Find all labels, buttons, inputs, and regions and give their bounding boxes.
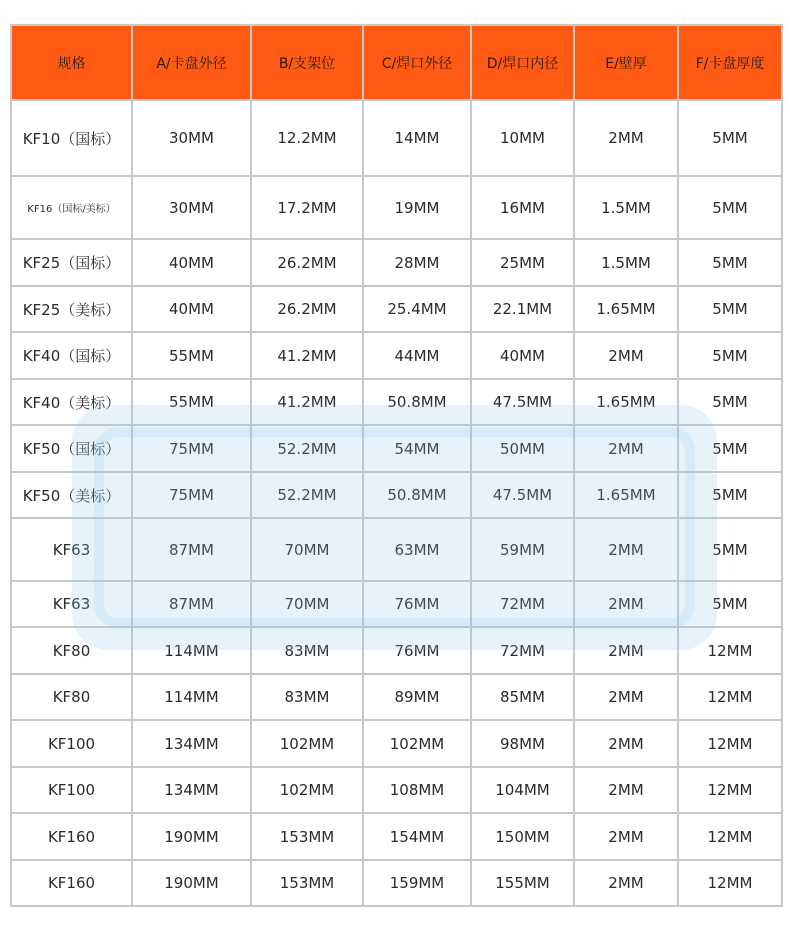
table-row [11, 379, 782, 425]
table-row [11, 286, 782, 332]
cell-c: 54MM [363, 425, 471, 472]
cell-e: 2MM [574, 581, 678, 627]
cell-c: 76MM [363, 627, 471, 674]
cell-d: 47.5MM [471, 472, 574, 518]
header-b-bracket: B/支架位 [251, 25, 363, 100]
cell-spec: KF160 [11, 813, 132, 860]
cell-f: 5MM [678, 286, 782, 332]
cell-b: 70MM [251, 581, 363, 627]
cell-spec: KF16（国标/美标） [11, 176, 132, 239]
cell-f: 12MM [678, 860, 782, 906]
cell-c: 154MM [363, 813, 471, 860]
cell-f: 5MM [678, 581, 782, 627]
cell-d: 40MM [471, 332, 574, 379]
cell-spec: KF50（国标） [11, 425, 132, 472]
table-row [11, 425, 782, 472]
cell-e: 2MM [574, 100, 678, 176]
cell-a: 190MM [132, 813, 251, 860]
cell-spec: KF100 [11, 720, 132, 767]
cell-e: 2MM [574, 767, 678, 813]
cell-e: 2MM [574, 425, 678, 472]
cell-b: 83MM [251, 627, 363, 674]
cell-spec: KF63 [11, 581, 132, 627]
cell-f: 5MM [678, 518, 782, 581]
cell-b: 102MM [251, 720, 363, 767]
table-row [11, 674, 782, 720]
cell-c: 63MM [363, 518, 471, 581]
cell-f: 5MM [678, 332, 782, 379]
cell-spec: KF10（国标） [11, 100, 132, 176]
cell-spec: KF50（美标） [11, 472, 132, 518]
cell-spec: KF100 [11, 767, 132, 813]
cell-d: 98MM [471, 720, 574, 767]
cell-e: 2MM [574, 518, 678, 581]
cell-c: 19MM [363, 176, 471, 239]
table-row [11, 332, 782, 379]
cell-f: 5MM [678, 100, 782, 176]
cell-c: 14MM [363, 100, 471, 176]
cell-c: 44MM [363, 332, 471, 379]
cell-f: 12MM [678, 767, 782, 813]
cell-c: 159MM [363, 860, 471, 906]
cell-b: 41.2MM [251, 332, 363, 379]
cell-spec: KF25（国标） [11, 239, 132, 286]
cell-f: 5MM [678, 472, 782, 518]
cell-d: 22.1MM [471, 286, 574, 332]
cell-b: 153MM [251, 860, 363, 906]
cell-a: 30MM [132, 176, 251, 239]
cell-a: 40MM [132, 239, 251, 286]
cell-e: 2MM [574, 674, 678, 720]
header-c-weld-od: C/焊口外径 [363, 25, 471, 100]
cell-a: 30MM [132, 100, 251, 176]
cell-d: 72MM [471, 581, 574, 627]
cell-b: 70MM [251, 518, 363, 581]
cell-d: 25MM [471, 239, 574, 286]
cell-d: 10MM [471, 100, 574, 176]
cell-c: 108MM [363, 767, 471, 813]
cell-spec: KF80 [11, 674, 132, 720]
cell-f: 12MM [678, 627, 782, 674]
table-body [11, 100, 782, 906]
table-row [11, 627, 782, 674]
cell-a: 55MM [132, 379, 251, 425]
cell-a: 190MM [132, 860, 251, 906]
cell-b: 26.2MM [251, 286, 363, 332]
cell-b: 153MM [251, 813, 363, 860]
cell-d: 104MM [471, 767, 574, 813]
cell-a: 75MM [132, 425, 251, 472]
cell-c: 76MM [363, 581, 471, 627]
cell-e: 1.65MM [574, 286, 678, 332]
cell-d: 50MM [471, 425, 574, 472]
cell-c: 50.8MM [363, 472, 471, 518]
table-row [11, 581, 782, 627]
cell-d: 59MM [471, 518, 574, 581]
cell-spec: KF40（国标） [11, 332, 132, 379]
cell-b: 52.2MM [251, 472, 363, 518]
cell-a: 87MM [132, 581, 251, 627]
cell-e: 2MM [574, 860, 678, 906]
cell-d: 85MM [471, 674, 574, 720]
cell-e: 1.5MM [574, 239, 678, 286]
cell-d: 72MM [471, 627, 574, 674]
table-row [11, 720, 782, 767]
cell-e: 1.65MM [574, 472, 678, 518]
cell-a: 114MM [132, 627, 251, 674]
cell-spec: KF25（美标） [11, 286, 132, 332]
cell-spec: KF40（美标） [11, 379, 132, 425]
table-row [11, 100, 782, 176]
cell-b: 102MM [251, 767, 363, 813]
header-f-flange-thickness: F/卡盘厚度 [678, 25, 782, 100]
cell-spec: KF63 [11, 518, 132, 581]
cell-c: 89MM [363, 674, 471, 720]
cell-d: 155MM [471, 860, 574, 906]
header-a-flange-od: A/卡盘外径 [132, 25, 251, 100]
table-row [11, 472, 782, 518]
cell-e: 2MM [574, 720, 678, 767]
cell-d: 150MM [471, 813, 574, 860]
cell-b: 83MM [251, 674, 363, 720]
cell-spec: KF80 [11, 627, 132, 674]
cell-f: 12MM [678, 720, 782, 767]
cell-b: 41.2MM [251, 379, 363, 425]
cell-b: 17.2MM [251, 176, 363, 239]
table-row [11, 518, 782, 581]
header-spec: 规格 [11, 25, 132, 100]
table-row [11, 860, 782, 906]
cell-c: 28MM [363, 239, 471, 286]
cell-b: 26.2MM [251, 239, 363, 286]
cell-c: 50.8MM [363, 379, 471, 425]
cell-a: 134MM [132, 767, 251, 813]
cell-a: 75MM [132, 472, 251, 518]
cell-e: 1.5MM [574, 176, 678, 239]
cell-e: 2MM [574, 332, 678, 379]
cell-b: 12.2MM [251, 100, 363, 176]
cell-a: 134MM [132, 720, 251, 767]
cell-a: 55MM [132, 332, 251, 379]
table-row [11, 767, 782, 813]
cell-d: 16MM [471, 176, 574, 239]
cell-f: 5MM [678, 239, 782, 286]
cell-f: 12MM [678, 813, 782, 860]
header-row [11, 25, 782, 100]
cell-spec: KF160 [11, 860, 132, 906]
cell-e: 1.65MM [574, 379, 678, 425]
cell-d: 47.5MM [471, 379, 574, 425]
cell-f: 5MM [678, 425, 782, 472]
spec-table [10, 24, 783, 907]
cell-b: 52.2MM [251, 425, 363, 472]
cell-a: 114MM [132, 674, 251, 720]
cell-f: 5MM [678, 176, 782, 239]
cell-a: 87MM [132, 518, 251, 581]
header-d-weld-id: D/焊口内径 [471, 25, 574, 100]
table-row [11, 813, 782, 860]
table-row [11, 239, 782, 286]
table-row [11, 176, 782, 239]
cell-e: 2MM [574, 627, 678, 674]
cell-c: 25.4MM [363, 286, 471, 332]
cell-c: 102MM [363, 720, 471, 767]
cell-f: 12MM [678, 674, 782, 720]
cell-f: 5MM [678, 379, 782, 425]
cell-e: 2MM [574, 813, 678, 860]
header-e-wall: E/壁厚 [574, 25, 678, 100]
cell-a: 40MM [132, 286, 251, 332]
